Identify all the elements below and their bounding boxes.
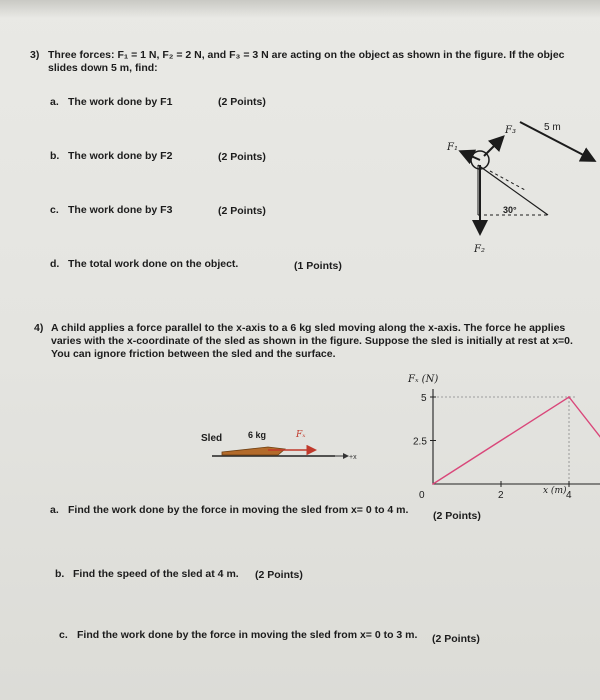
q4c-text: Find the work done by the force in moving the sled from x= 0 to 3 m.	[77, 629, 418, 641]
q3c-letter: c.	[50, 204, 59, 216]
force-line	[433, 397, 600, 484]
q3a-points: (2 Points)	[218, 96, 266, 108]
q3d-points: (1 Points)	[294, 260, 342, 272]
q4a-text: Find the work done by the force in moving the sled from x= 0 to 4 m.	[68, 504, 409, 516]
f3-label: F₃	[505, 125, 516, 136]
q4b-text: Find the speed of the sled at 4 m.	[73, 568, 239, 580]
y-tick-label: 2.5	[413, 436, 427, 448]
x-tick-label: 4	[566, 490, 572, 501]
q3-stem-line1: Three forces: F₁ = 1 N, F₂ = 2 N, and F₃ = 3 N are acting on the object as shown in the figure. If the objec	[48, 49, 565, 61]
q3b-points: (2 Points)	[218, 151, 266, 163]
q3a-text: The work done by F1	[68, 96, 173, 108]
q3-stem-line2: slides down 5 m, find:	[48, 62, 158, 74]
x-axis-label: +x	[349, 454, 357, 461]
q4a-points: (2 Points)	[433, 510, 481, 522]
data-point	[568, 396, 570, 398]
q4a-letter: a.	[50, 504, 59, 516]
mass-label: 6 kg	[248, 430, 267, 440]
q3b-text: The work done by F2	[68, 150, 173, 162]
q3-number: 3)	[30, 49, 40, 61]
f2-label: F₂	[474, 244, 485, 255]
q3c-points: (2 Points)	[218, 205, 266, 217]
angle-label: 30°	[503, 205, 517, 215]
f1-label: F₁	[447, 142, 458, 153]
fx-label: Fₓ	[296, 430, 306, 440]
chart-y-label: Fₓ (N)	[408, 374, 439, 385]
q3a-letter: a.	[50, 96, 59, 108]
q4-stem-line1: A child applies a force parallel to the x-axis to a 6 kg sled moving along the x-axis. The force he applies	[51, 322, 566, 334]
q3d-letter: d.	[50, 258, 60, 270]
q4b-points: (2 Points)	[255, 569, 303, 581]
q4-number: 4)	[34, 322, 44, 334]
chart-x-label: x (m)	[543, 486, 567, 496]
chart-series	[432, 396, 600, 485]
data-point	[432, 483, 434, 485]
q4-stem-line2: varies with the x-coordinate of the sled as shown in the figure. Suppose the sled is initially at rest at x=0.	[51, 335, 573, 347]
q3d-text: The total work done on the object.	[68, 258, 239, 270]
q4b-letter: b.	[55, 568, 65, 580]
q3b-letter: b.	[50, 150, 60, 162]
chart-ticks	[413, 393, 600, 501]
chart-axes	[433, 389, 600, 484]
q3c-text: The work done by F3	[68, 204, 173, 216]
q4-stem-line3: You can ignore friction between the sled and the surface.	[51, 348, 336, 360]
distance-label: 5 m	[544, 122, 561, 133]
sled-label: Sled	[201, 433, 223, 444]
x-tick-label: 2	[498, 490, 504, 501]
q4c-points: (2 Points)	[432, 633, 480, 645]
q4c-letter: c.	[59, 629, 68, 641]
x-tick-label: 0	[419, 490, 425, 501]
y-tick-label: 5	[421, 393, 427, 404]
